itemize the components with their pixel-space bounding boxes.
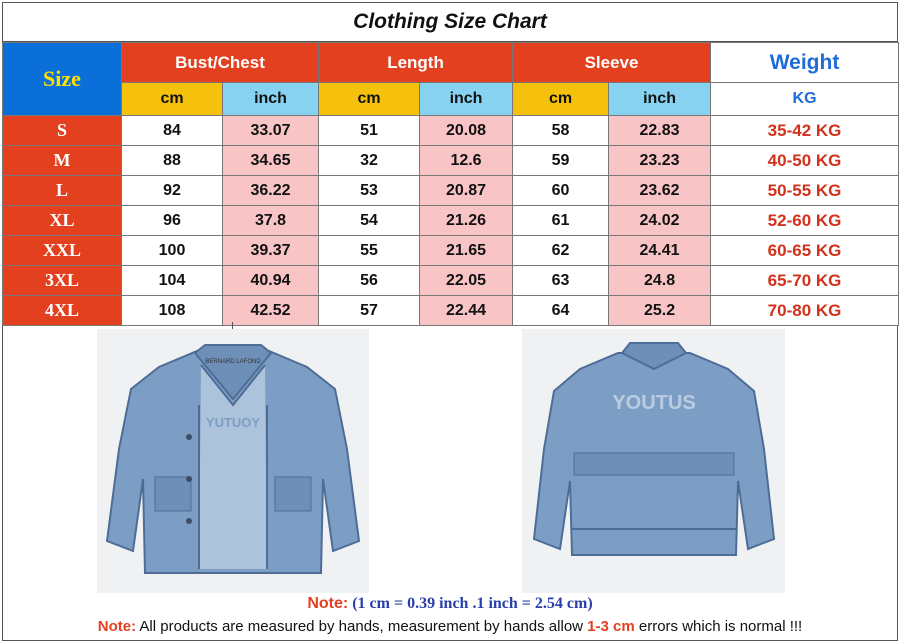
size-label: M xyxy=(3,146,122,176)
length-cm-value: 57 xyxy=(319,296,420,326)
sleeve-cm-header: cm xyxy=(513,83,609,116)
bust-cm-header: cm xyxy=(122,83,223,116)
bust-header: Bust/Chest xyxy=(122,43,319,83)
length-cm-value: 53 xyxy=(319,176,420,206)
length-inch-value: 20.08 xyxy=(420,116,513,146)
sleeve-inch-value: 23.62 xyxy=(609,176,711,206)
length-cm-value: 56 xyxy=(319,266,420,296)
length-inch-value: 12.6 xyxy=(420,146,513,176)
size-label: 3XL xyxy=(3,266,122,296)
length-inch-value: 22.05 xyxy=(420,266,513,296)
table-row xyxy=(3,206,899,236)
bust-inch-value: 37.8 xyxy=(223,206,319,236)
sleeve-cm-value: 63 xyxy=(513,266,609,296)
back-print-text: YOUTUS xyxy=(612,392,696,414)
length-inch-value: 22.44 xyxy=(420,296,513,326)
size-label: 4XL xyxy=(3,296,122,326)
sleeve-inch-value: 23.23 xyxy=(609,146,711,176)
bust-cm-value: 96 xyxy=(122,206,223,236)
front-neck-label: BERNARD LAFOND xyxy=(205,359,261,365)
conversion-note-label: Note: xyxy=(307,595,349,612)
weight-value: 70-80 KG xyxy=(711,296,899,326)
bust-inch-value: 39.37 xyxy=(223,236,319,266)
front-jacket-photo xyxy=(97,329,369,593)
table-row xyxy=(3,176,899,206)
sleeve-cm-value: 61 xyxy=(513,206,609,236)
sleeve-cm-value: 60 xyxy=(513,176,609,206)
weight-value: 65-70 KG xyxy=(711,266,899,296)
bust-inch-value: 40.94 xyxy=(223,266,319,296)
sleeve-inch-value: 22.83 xyxy=(609,116,711,146)
measurement-note-label: Note: xyxy=(97,618,137,635)
back-jacket-photo xyxy=(522,329,785,593)
length-cm-header: cm xyxy=(319,83,420,116)
bust-cm-value: 92 xyxy=(122,176,223,206)
size-header: Size xyxy=(3,43,122,116)
measurement-note-highlight: 1-3 cm xyxy=(587,618,635,635)
length-cm-value: 54 xyxy=(319,206,420,236)
weight-kg-header: KG xyxy=(711,83,899,116)
weight-value: 60-65 KG xyxy=(711,236,899,266)
bust-inch-value: 42.52 xyxy=(223,296,319,326)
bust-cm-value: 100 xyxy=(122,236,223,266)
sleeve-cm-value: 64 xyxy=(513,296,609,326)
size-label: L xyxy=(3,176,122,206)
sleeve-cm-value: 58 xyxy=(513,116,609,146)
sleeve-header: Sleeve xyxy=(513,43,711,83)
bust-inch-value: 33.07 xyxy=(223,116,319,146)
bust-cm-value: 88 xyxy=(122,146,223,176)
size-table xyxy=(2,42,899,326)
weight-value: 52-60 KG xyxy=(711,206,899,236)
chart-title: Clothing Size Chart xyxy=(2,2,898,42)
conversion-note-text: (1 cm = 0.39 inch .1 inch = 2.54 cm) xyxy=(352,595,593,612)
weight-value: 50-55 KG xyxy=(711,176,899,206)
measurement-note xyxy=(0,618,900,635)
table-row xyxy=(3,146,899,176)
size-label: S xyxy=(3,116,122,146)
header-row-groups xyxy=(3,43,899,83)
size-label: XXL xyxy=(3,236,122,266)
weight-value: 35-42 KG xyxy=(711,116,899,146)
weight-value: 40-50 KG xyxy=(711,146,899,176)
length-inch-header: inch xyxy=(420,83,513,116)
length-inch-value: 21.65 xyxy=(420,236,513,266)
bust-cm-value: 108 xyxy=(122,296,223,326)
table-row xyxy=(3,236,899,266)
length-cm-value: 32 xyxy=(319,146,420,176)
sleeve-inch-value: 24.8 xyxy=(609,266,711,296)
front-print-text: YUTUOY xyxy=(205,415,261,430)
bust-inch-value: 36.22 xyxy=(223,176,319,206)
sleeve-inch-value: 24.02 xyxy=(609,206,711,236)
table-row xyxy=(3,296,899,326)
size-label: XL xyxy=(3,206,122,236)
measurement-note-text-b: errors which is normal !!! xyxy=(634,618,803,635)
sleeve-inch-header: inch xyxy=(609,83,711,116)
measurement-note-text-a: All products are measured by hands, measurement by hands allow xyxy=(136,618,588,635)
sleeve-cm-value: 62 xyxy=(513,236,609,266)
bust-inch-value: 34.65 xyxy=(223,146,319,176)
bust-cm-value: 104 xyxy=(122,266,223,296)
header-row-units xyxy=(3,83,899,116)
length-inch-value: 20.87 xyxy=(420,176,513,206)
length-inch-value: 21.26 xyxy=(420,206,513,236)
weight-header: Weight xyxy=(711,43,899,83)
length-header: Length xyxy=(319,43,513,83)
length-cm-value: 55 xyxy=(319,236,420,266)
bust-cm-value: 84 xyxy=(122,116,223,146)
sleeve-inch-value: 25.2 xyxy=(609,296,711,326)
sleeve-cm-value: 59 xyxy=(513,146,609,176)
table-row xyxy=(3,116,899,146)
bust-inch-header: inch xyxy=(223,83,319,116)
sleeve-inch-value: 24.41 xyxy=(609,236,711,266)
conversion-note xyxy=(0,595,900,613)
table-row xyxy=(3,266,899,296)
length-cm-value: 51 xyxy=(319,116,420,146)
